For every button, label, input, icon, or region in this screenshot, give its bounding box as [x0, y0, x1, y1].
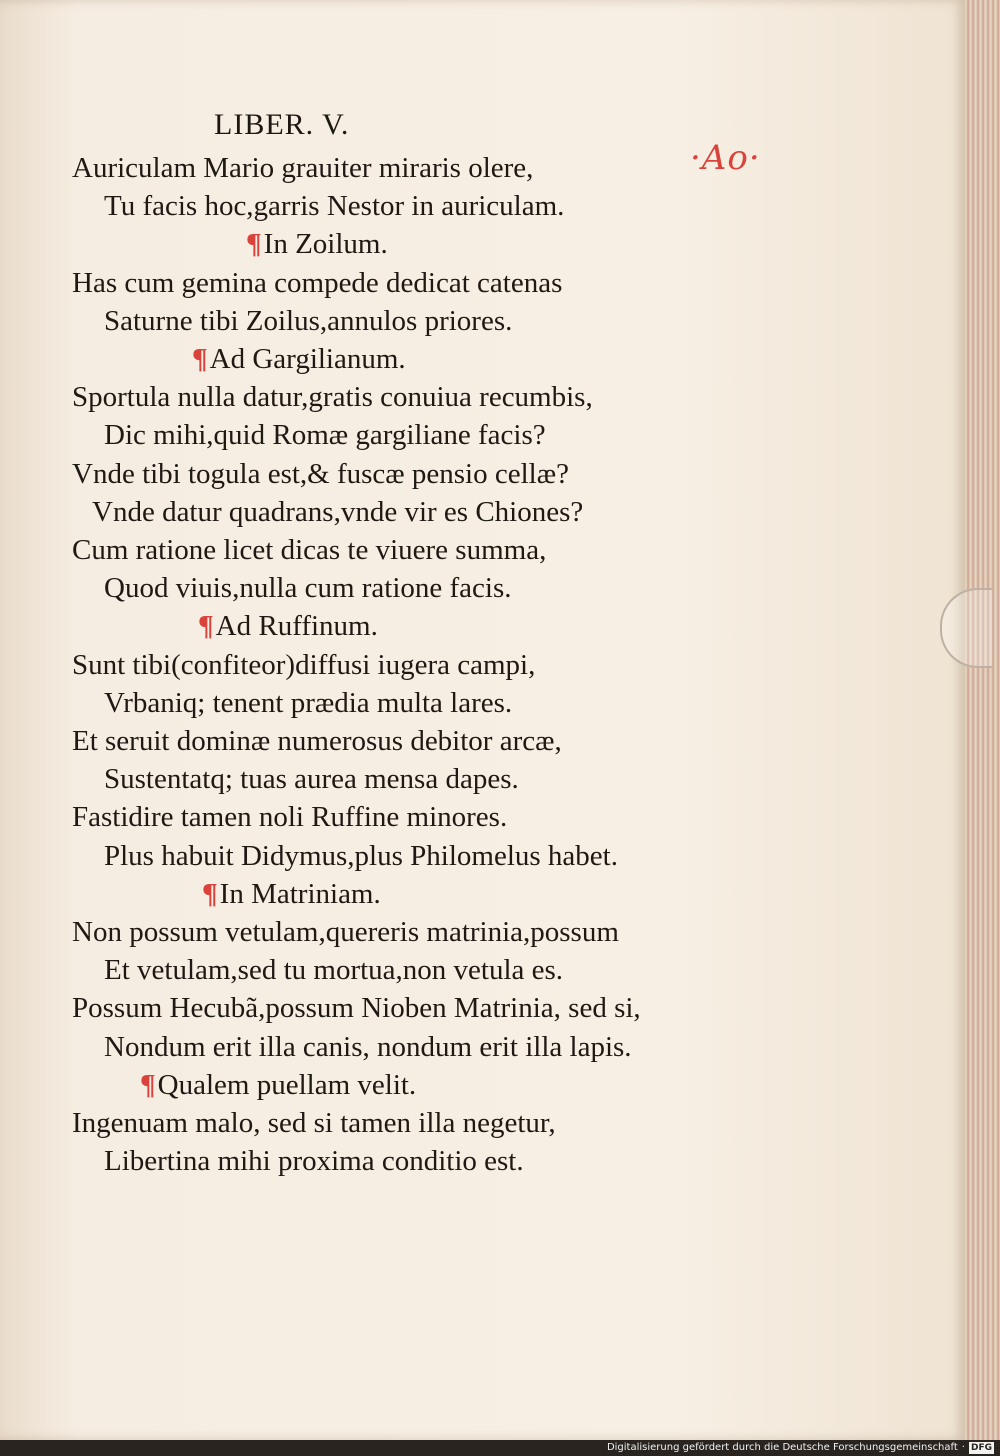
page-heading: LIBER. V.	[214, 108, 350, 141]
line-text: Plus habuit Didymus,plus Philomelus habet.	[104, 839, 618, 872]
verse-line	[104, 1145, 524, 1177]
line-text: Vrbaniq; tenent prædia multa lares.	[104, 686, 513, 719]
verse-line	[72, 267, 562, 299]
page-edges	[965, 0, 1000, 1440]
line-text: Ad Ruffinum.	[215, 610, 378, 643]
dfg-logo: DFG	[970, 1443, 992, 1453]
verse-line	[104, 1031, 632, 1063]
line-text: Libertina mihi proxima conditio est.	[104, 1145, 524, 1178]
verse-line	[72, 152, 533, 184]
line-text: Cum ratione licet dicas te viuere summa,	[72, 534, 547, 566]
verse-line	[104, 572, 512, 604]
line-text: In Matriniam.	[219, 877, 381, 910]
line-text: Sportula nulla datur,gratis conuiua recumbis,	[72, 381, 593, 414]
line-text: Quod viuis,nulla cum ratione facis.	[104, 572, 512, 605]
pilcrow-icon: ¶	[202, 877, 218, 910]
verse-line	[72, 381, 593, 413]
line-text: Qualem puellam velit.	[157, 1068, 417, 1101]
verse-line	[72, 534, 546, 566]
line-text: Et vetulam,sed tu mortua,non vetula es.	[104, 954, 564, 987]
verse-line	[72, 992, 641, 1024]
line-text: Fastidire tamen noli Ruffine minores.	[72, 801, 508, 834]
line-text: Et seruit dominæ numerosus debitor arcæ,	[72, 725, 562, 757]
line-text: Auriculam Mario grauiter miraris olere,	[72, 152, 534, 184]
verse-line	[104, 190, 564, 222]
line-text: Saturne tibi Zoilus,annulos priores.	[104, 304, 513, 337]
line-text: Tu facis hoc,garris Nestor in auriculam.	[104, 190, 565, 223]
line-text: Vnde datur quadrans,vnde vir es Chiones?	[92, 495, 584, 528]
line-text: Vnde tibi togula est,& fuscæ pensio cellæ?	[72, 457, 569, 490]
verse-line	[72, 801, 507, 833]
credit-text: Digitalisierung gefördert durch die Deutsche Forschungsgemeinschaft	[606, 1442, 958, 1453]
credit-line: Digitalisierung gefördert durch die Deutsche Forschungsgemeinschaft · DFG	[607, 1440, 994, 1456]
folio-number: ·Ao·	[690, 138, 761, 178]
line-text: Ad Gargilianum.	[209, 343, 406, 375]
epigram-title	[140, 1069, 416, 1101]
line-text: Sustentatq; tuas aurea mensa dapes.	[104, 763, 519, 796]
epigram-title	[202, 878, 381, 910]
pilcrow-icon: ¶	[246, 228, 262, 261]
pilcrow-icon: ¶	[140, 1068, 156, 1101]
verse-line	[72, 458, 569, 490]
verse-line	[104, 954, 563, 986]
pilcrow-icon: ¶	[198, 610, 214, 643]
pilcrow-icon: ¶	[192, 343, 208, 375]
verse-line	[72, 649, 535, 681]
verse-line	[92, 496, 583, 528]
line-text: Sunt tibi(confiteor)diffusi iugera campi,	[72, 648, 536, 681]
line-text: Ingenuam malo, sed si tamen illa negetur,	[72, 1107, 556, 1139]
epigram-title	[192, 343, 406, 375]
line-text: Non possum vetulam,quereris matrinia,possum	[72, 916, 619, 948]
line-text: In Zoilum.	[263, 228, 388, 261]
verse-line	[104, 840, 618, 872]
line-text: Dic mihi,quid Romæ gargiliane facis?	[104, 419, 546, 452]
verse-line	[72, 916, 619, 948]
verse-line	[104, 763, 519, 795]
verse-line	[104, 305, 512, 337]
verse-line	[72, 725, 562, 757]
line-text: Nondum erit illa canis, nondum erit illa lapis.	[104, 1030, 632, 1063]
verse-line	[104, 687, 512, 719]
verse-line	[72, 1107, 556, 1139]
epigram-title	[198, 610, 378, 642]
epigram-title	[246, 228, 388, 260]
line-text: Possum Hecubã,possum Nioben Matrinia, sed si,	[72, 992, 641, 1025]
line-text: Has cum gemina compede dedicat catenas	[72, 266, 563, 299]
verse-line	[104, 419, 546, 451]
